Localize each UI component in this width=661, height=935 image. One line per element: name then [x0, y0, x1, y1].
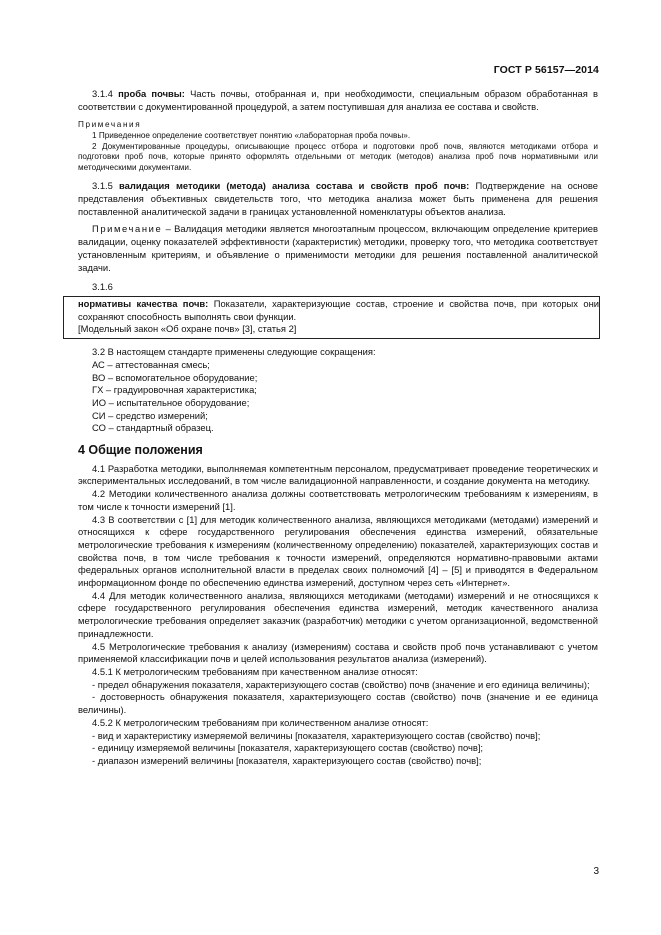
paragraph-4-3: 4.3 В соответствии с [1] для методик количественного анализа, являющихся методиками (методами) измерений и относящихся к сфере государственного регулирования обеспечения единства измерений, обязательные метрологические требования к измерениям (количественному определению) показателей, характеризующих состав и свойства почв, в том числе требования к точности измерений, определяются нормативно-правовыми актами федеральных органов исполнительной власти в пределах своих полномочий [4] – [5] и приводятся в Федеральном информационном фонде по обеспечению единства измерений, доступном через сеть «Интернет».	[78, 513, 598, 589]
section-4-body	[78, 463, 598, 768]
list-item: - вид и характеристику измеряемой величины [показателя, характеризующего состав (свойство) почв];	[92, 729, 541, 741]
note-1: 1 Приведенное определение соответствует понятию «лабораторная проба почвы».	[92, 131, 411, 140]
standard-header: ГОСТ Р 56157—2014	[493, 64, 599, 76]
abbreviation-item: СО – стандартный образец.	[92, 422, 214, 434]
paragraph-4-4: 4.4 Для методик количественного анализа, являющихся методиками (методами) измерений и не относящихся к сфере государственного регулирования обеспечения единства измерений, методик качественного анализа метрологические требования определяет заказчик (разработчик) методики с учетом организационной, ведомственной принадлежности.	[78, 589, 598, 639]
abbreviation-item: ВО – вспомогательное оборудование;	[92, 371, 258, 383]
term-number: 3.1.5	[92, 180, 113, 192]
paragraph-4-5-1: 4.5.1 К метрологическим требованиям при качественном анализе относят:	[92, 665, 418, 677]
term-definition: Показатели, характеризующие состав, строение и свойства почв, при которых они сохраняют способность выполнять свои функции.	[78, 298, 599, 322]
term-definition: Часть почвы, отобранная и, при необходимости, специальным образом обработанная в соответствии с документированной процедурой, а затем поступившая для анализа ее состава и свойств.	[78, 88, 598, 112]
paragraph-4-5-2: 4.5.2 К метрологическим требованиям при количественном анализе относят:	[92, 716, 429, 728]
term-3-1-6	[78, 298, 599, 323]
term-name: нормативы качества почв:	[78, 298, 209, 309]
note-text: – Валидация методики является многоэтапным процессом, включающим определение критериев валидации, оценку показателей эффективности (характеристик) методики, проверку того, что методика соответствует установленным критериям, и объявление о применимости методики для решения поставленной аналитической задачи.	[78, 223, 598, 273]
abbreviation-item: ИО – испытательное оборудование;	[92, 396, 250, 408]
page-number: 3	[593, 866, 599, 877]
abbreviation-item: СИ – средство измерений;	[92, 409, 208, 421]
page-content	[78, 88, 598, 768]
note-2: 2 Документированные процедуры, описывающие процесс отбора и подготовки проб почв, являются методиками отбора и подготовки проб почв, которые принято оформлять отдельными от методик (методов) анализа проб почв нормативными или методическими документами.	[78, 141, 598, 172]
abbreviation-item: ГХ – градуировочная характеристика;	[92, 384, 257, 396]
abbreviations-list	[78, 346, 598, 435]
term-definition: Подтверждение на основе представления объективных свидетельств того, что методика анализа может быть применена для решения поставленной аналитической задачи в границах установленной номенклатуры объектов анализа.	[78, 180, 599, 217]
abbreviation-item: АС – аттестованная смесь;	[92, 358, 210, 370]
term-3-1-6-box	[63, 296, 600, 339]
term-name: валидация методики (метода) анализа состава и свойств проб почв:	[119, 180, 470, 192]
list-item: - диапазон измерений величины [показателя, характеризующего состав (свойство) почв];	[92, 754, 482, 766]
term-3-1-6-number: 3.1.6	[92, 281, 113, 293]
paragraph-4-2: 4.2 Методики количественного анализа должны соответствовать метрологическим требованиям к измерениям, в том числе к точности измерений [1].	[78, 488, 598, 512]
section-title: 4 Общие положения	[78, 443, 203, 458]
list-item: - достоверность обнаружения показателя, характеризующего состав (свойство) почв (значение и ее единица величины).	[78, 691, 598, 716]
list-item: - предел обнаружения показателя, характеризующего состав (свойство) почв (значение и его единица величины);	[92, 678, 590, 690]
paragraph-4-1: 4.1 Разработка методики, выполняемая компетентным персоналом, предусматривает проведение теоретических и экспериментальных исследований, в том числе валидационной направленности, и создание документа на методику.	[78, 462, 598, 487]
list-item: - единицу измеряемой величины [показателя, характеризующего состав (свойство) почв];	[92, 742, 484, 754]
term-3-1-4	[78, 88, 598, 113]
paragraph-4-5: 4.5 Метрологические требования к анализу (измерениям) состава и свойств проб почв устанавливают с учетом применяемой классификации почв и целей использования результатов анализа (измерений).	[78, 640, 598, 665]
abbreviations-intro: 3.2 В настоящем стандарте применены следующие сокращения:	[92, 346, 376, 358]
note-3-1-5	[78, 223, 598, 274]
term-3-1-5	[78, 180, 598, 218]
notes-heading: Примечания	[78, 120, 142, 130]
notes-block	[78, 120, 598, 173]
note-label: Примечание	[92, 223, 163, 235]
term-name: проба почвы:	[118, 88, 185, 99]
term-source: [Модельный закон «Об охране почв» [3], статья 2]	[78, 323, 297, 335]
term-number: 3.1.4	[92, 88, 113, 99]
